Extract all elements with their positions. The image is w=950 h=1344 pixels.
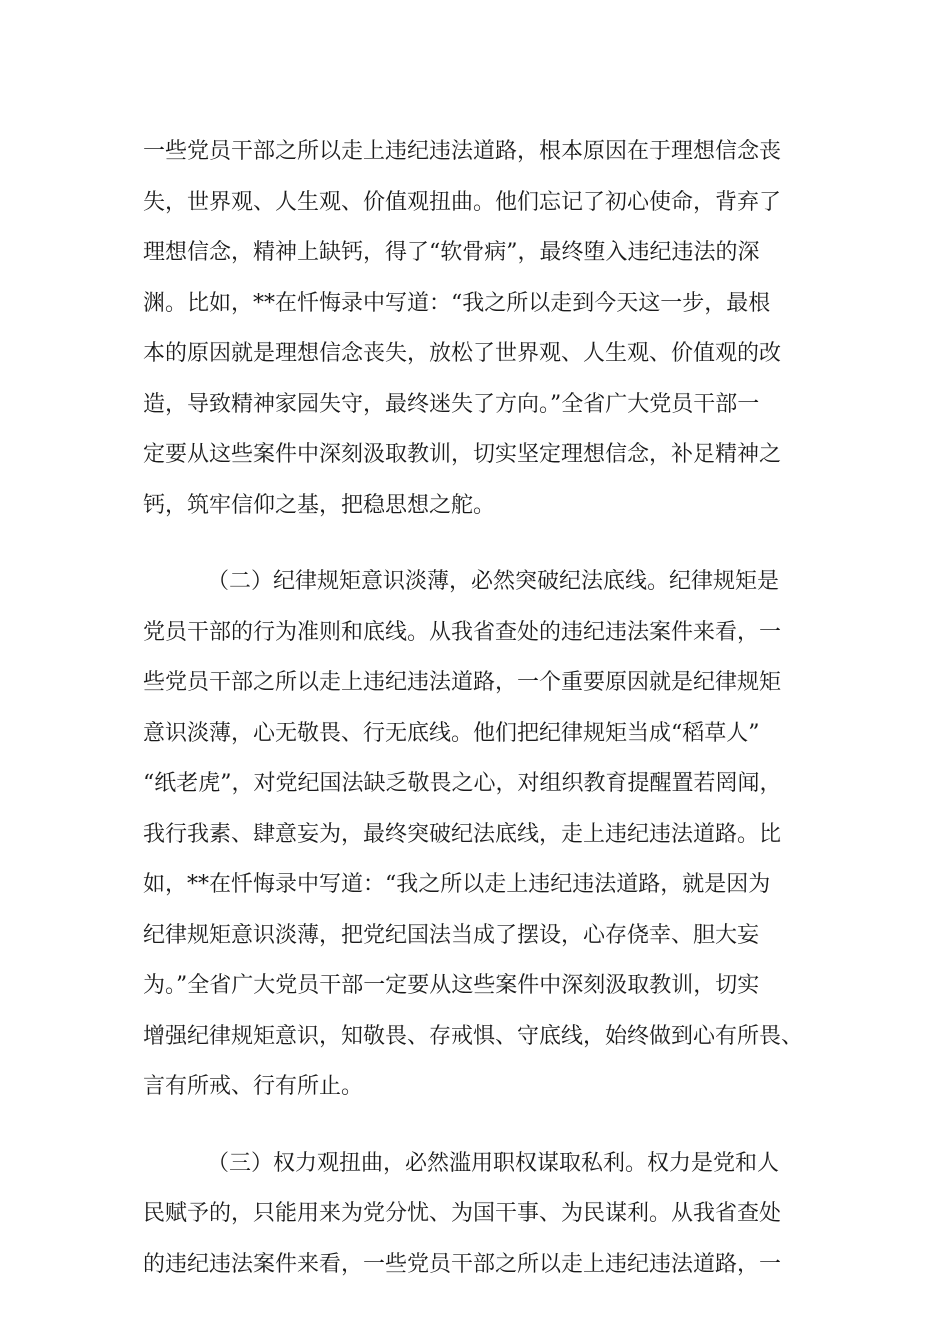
- paragraph-line: 一些党员干部之所以走上违纪违法道路，根本原因在于理想信念丧: [143, 139, 782, 164]
- paragraph-line: 的违纪违法案件来看，一些党员干部之所以走上违纪违法道路，一: [143, 1251, 782, 1277]
- paragraph-line: 失，世界观、人生观、价值观扭曲。他们忘记了初心使命，背弃了: [143, 189, 782, 215]
- paragraph-line: 钙，筑牢信仰之基，把稳思想之舵。: [143, 492, 496, 518]
- paragraph-spacer: [143, 1119, 813, 1145]
- paragraph-spacer: [143, 537, 813, 563]
- section-heading-line: （二）纪律规矩意识淡薄，必然突破纪法底线。纪律规矩是: [207, 569, 780, 594]
- paragraph-line: 造，导致精神家园失守，最终迷失了方向。”全省广大党员干部一: [143, 391, 760, 417]
- paragraph-3: [143, 1145, 813, 1297]
- paragraph-line: 定要从这些案件中深刻汲取教训，切实坚定理想信念，补足精神之: [143, 442, 782, 467]
- paragraph-line: 如，**在忏悔录中写道：“我之所以走上违纪违法道路，就是因为: [143, 872, 771, 897]
- paragraph-line: 些党员干部之所以走上违纪违法道路，一个重要原因就是纪律规矩: [143, 670, 782, 695]
- paragraph-2: [143, 563, 813, 1119]
- paragraph-line: 意识淡薄，心无敬畏、行无底线。他们把纪律规矩当成“稻草人”: [143, 720, 760, 746]
- paragraph-line: 党员干部的行为准则和底线。从我省查处的违纪违法案件来看，一: [143, 619, 782, 645]
- paragraph-line: 为。”全省广大党员干部一定要从这些案件中深刻汲取教训，切实: [143, 973, 760, 998]
- paragraph-line: 民赋予的，只能用来为党分忧、为国干事、为民谋利。从我省查处: [143, 1201, 782, 1226]
- paragraph-line: 纪律规矩意识淡薄，把党纪国法当成了摆设，心存侥幸、胆大妄: [143, 922, 760, 948]
- paragraph-line: 本的原因就是理想信念丧失，放松了世界观、人生观、价值观的改: [143, 341, 782, 366]
- document-body: [143, 133, 813, 1296]
- paragraph-line: 言有所戒、行有所止。: [143, 1074, 364, 1099]
- paragraph-line: 理想信念，精神上缺钙，得了“软骨病”，最终堕入违纪违法的深: [143, 240, 760, 265]
- paragraph-line: 增强纪律规矩意识，知敬畏、存戒惧、守底线，始终做到心有所畏、: [143, 1023, 804, 1049]
- paragraph-line: “纸老虎”，对党纪国法缺乏敬畏之心，对组织教育提醒置若罔闻，: [143, 771, 782, 796]
- paragraph-1: [143, 133, 813, 537]
- paragraph-line: 渊。比如，**在忏悔录中写道：“我之所以走到今天这一步，最根: [143, 290, 771, 316]
- paragraph-line: 我行我素、肆意妄为，最终突破纪法底线，走上违纪违法道路。比: [143, 821, 782, 847]
- section-heading-line: （三）权力观扭曲，必然滥用职权谋取私利。权力是党和人: [207, 1150, 780, 1176]
